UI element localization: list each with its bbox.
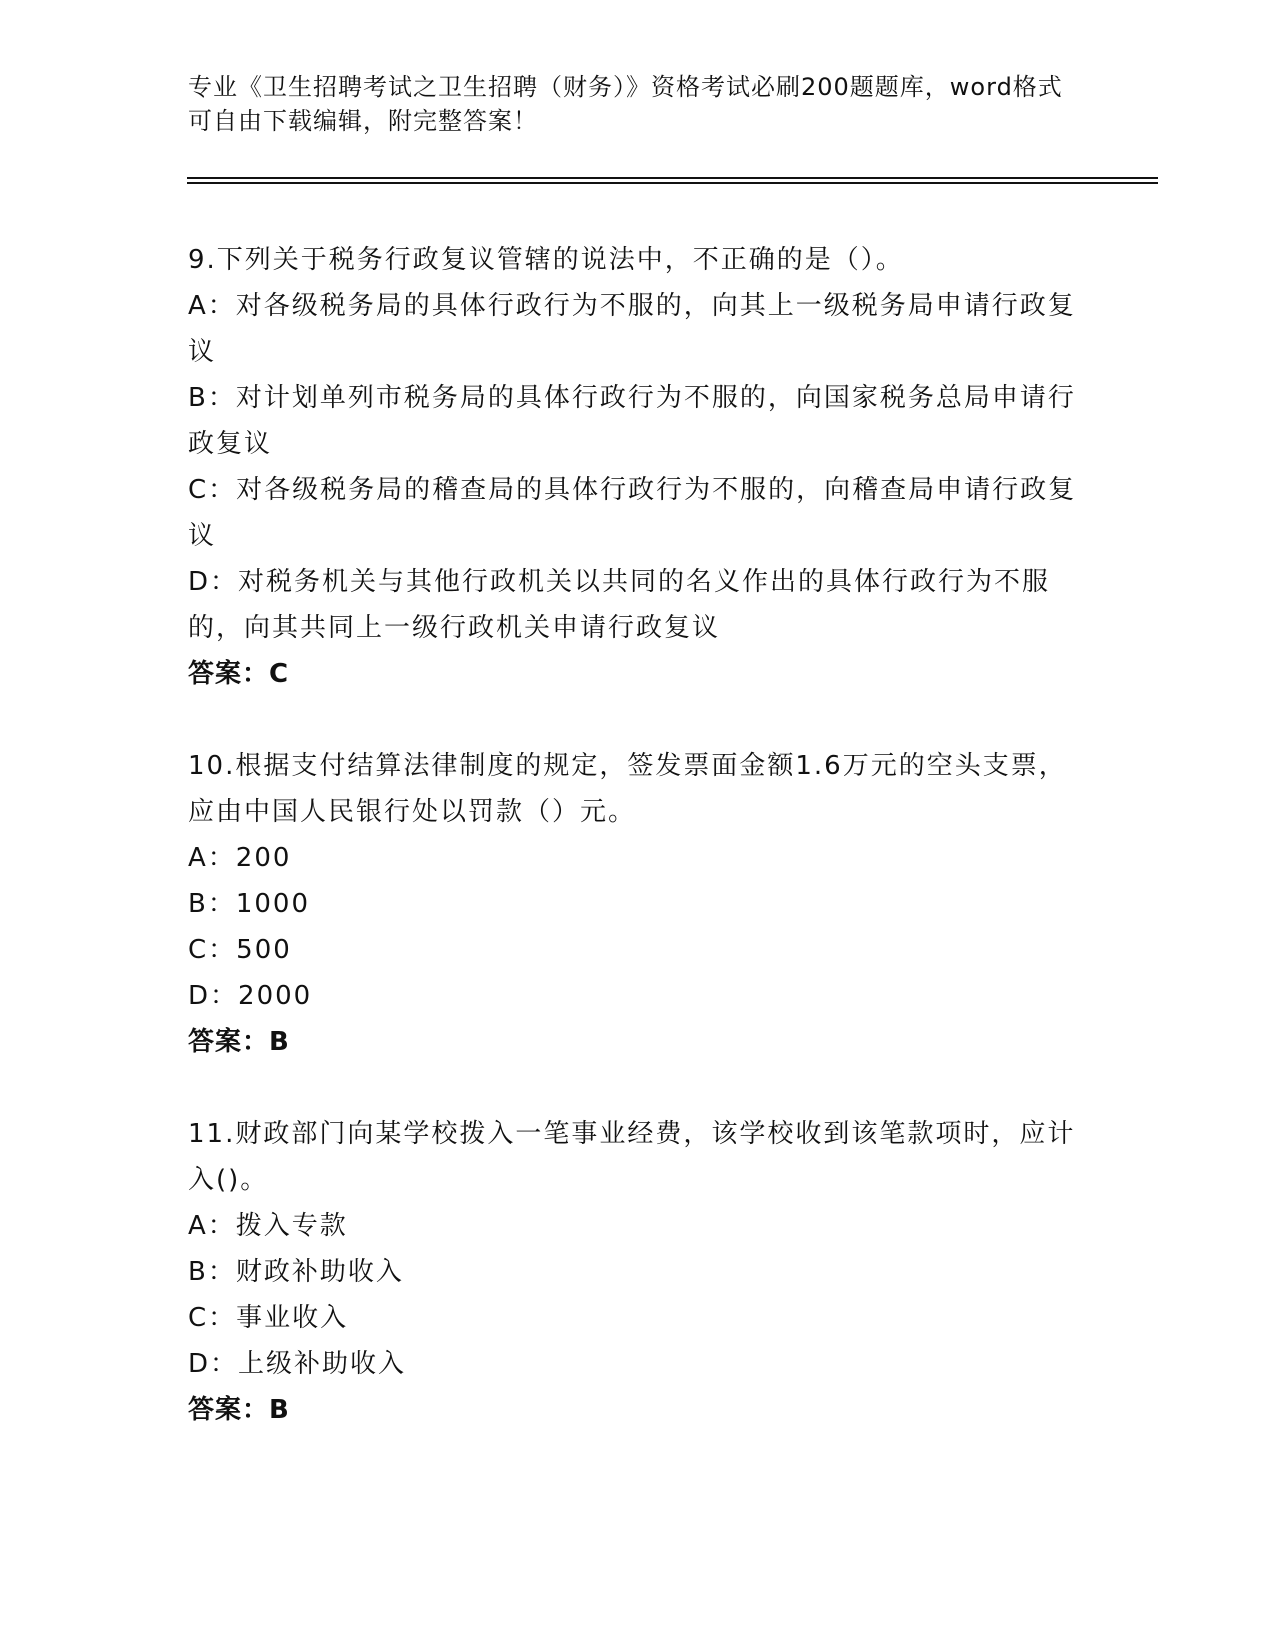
header-line-1: 专业《卫生招聘考试之卫生招聘（财务）》资格考试必刷200题题库，word格式 bbox=[188, 73, 1063, 101]
answer: 答案：B bbox=[188, 1395, 290, 1425]
header-rule-top bbox=[187, 177, 1158, 179]
option-b: B：对计划单列市税务局的具体行政行为不服的，向国家税务总局申请行政复议 bbox=[188, 383, 1076, 459]
option-d: D：2000 bbox=[188, 981, 313, 1011]
answer: 答案：B bbox=[188, 1027, 290, 1057]
answer: 答案：C bbox=[188, 659, 290, 689]
document-header bbox=[188, 70, 1088, 138]
option-c: C：对各级税务局的稽查局的具体行政行为不服的，向稽查局申请行政复议 bbox=[188, 475, 1077, 551]
question-11 bbox=[188, 1111, 1088, 1433]
option-a: A：拨入专款 bbox=[188, 1211, 348, 1241]
option-d: D：上级补助收入 bbox=[188, 1349, 407, 1379]
header-line-2: 可自由下载编辑，附完整答案！ bbox=[188, 107, 538, 135]
option-d: D：对税务机关与其他行政机关以共同的名义作出的具体行政行为不服的，向其共同上一级行政机关申请行政复议 bbox=[188, 567, 1051, 643]
question-stem: 11.财政部门向某学校拨入一笔事业经费，该学校收到该笔款项时，应计入()。 bbox=[188, 1119, 1076, 1195]
question-9 bbox=[188, 237, 1088, 697]
option-c: C：事业收入 bbox=[188, 1303, 349, 1333]
question-stem: 9.下列关于税务行政复议管辖的说法中，不正确的是（）。 bbox=[188, 245, 904, 275]
header-rule-bottom bbox=[187, 182, 1158, 184]
option-b: B：财政补助收入 bbox=[188, 1257, 404, 1287]
question-list bbox=[188, 237, 1088, 1433]
option-c: C：500 bbox=[188, 935, 292, 965]
question-10 bbox=[188, 743, 1088, 1065]
option-b: B：1000 bbox=[188, 889, 311, 919]
question-stem: 10.根据支付结算法律制度的规定，签发票面金额1.6万元的空头支票，应由中国人民银行处以罚款（）元。 bbox=[188, 751, 1067, 827]
option-a: A：200 bbox=[188, 843, 292, 873]
option-a: A：对各级税务局的具体行政行为不服的，向其上一级税务局申请行政复议 bbox=[188, 291, 1076, 367]
